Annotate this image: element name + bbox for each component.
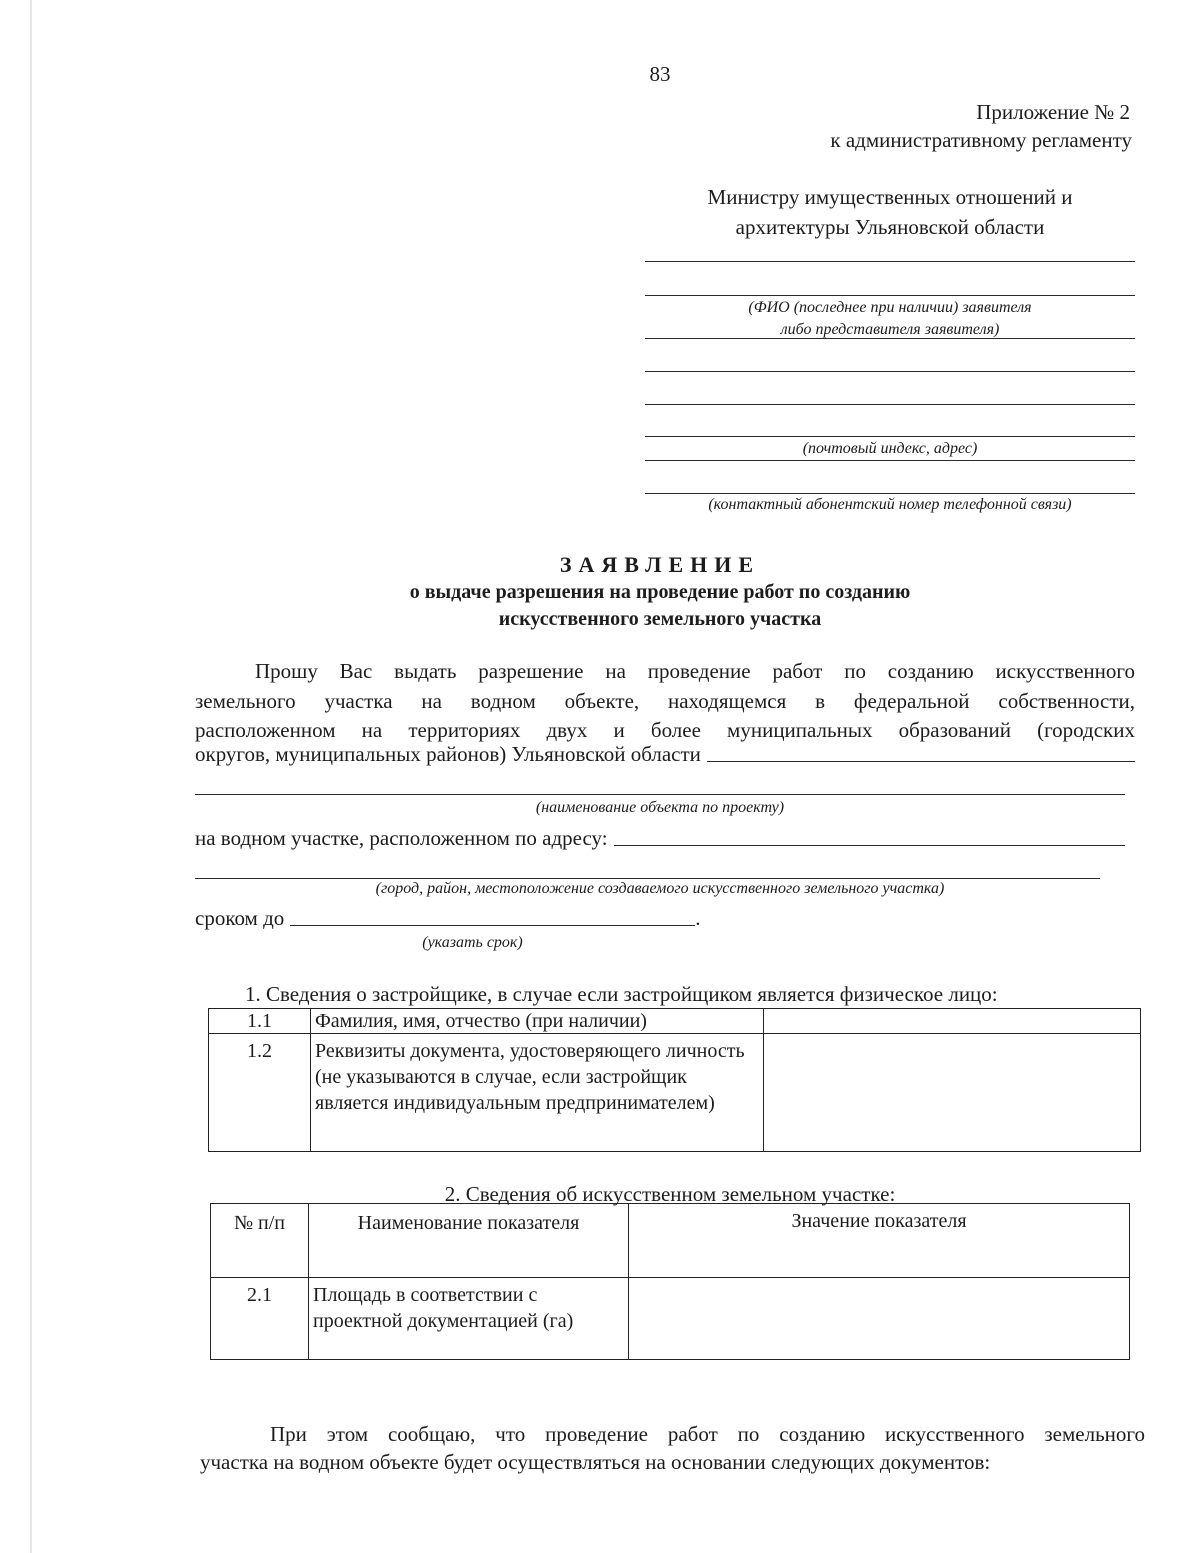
document-subtitle-line1: о выдаче разрешения на проведение работ по созданию [409,581,911,603]
object-hint: (наименование объекта по проекту) [535,799,785,816]
address-line-1[interactable] [645,338,1135,339]
request-line-1: Прошу Вас выдать разрешение на проведение работ по созданию искусственного [255,659,1135,683]
request-line-4-text: округов, муниципальных районов) Ульяновской области [195,742,701,766]
row-1-2-num: 1.2 [209,1034,311,1152]
row-2-1-value[interactable] [629,1278,1130,1360]
header-num: № п/п [211,1204,309,1278]
table-row [211,1278,1130,1360]
fio-line-2[interactable] [645,295,1135,296]
phone-line[interactable] [645,493,1135,494]
document-title: ЗАЯВЛЕНИЕ [559,552,761,577]
request-line-2: земельного участка на водном объекте, находящемся в федеральной собственности, [195,689,1135,713]
table-row [209,1034,1141,1152]
table-header-row [211,1204,1130,1278]
term-row [195,906,701,931]
object-name-field[interactable] [707,760,1135,762]
addressee-line1: Министру имущественных отношений и [707,185,1073,209]
address-line-2[interactable] [645,371,1135,372]
addressee-line2: архитектуры Ульяновской области [735,215,1045,239]
address-line-3[interactable] [645,404,1135,405]
term-label: сроком до [195,906,285,930]
addressee [640,182,1140,242]
appendix-subtitle: к административному регламенту [830,128,1132,152]
header-name: Наименование показателя [309,1204,629,1278]
table-row [209,1009,1141,1034]
address-row [195,826,1125,851]
object-name-line-2[interactable] [195,794,1125,795]
term-hint: (указать срок) [422,934,523,951]
fio-hint [645,297,1135,341]
address-line-5[interactable] [645,460,1135,461]
location-hint: (город, район, местоположение создаваемого искусственного земельного участка) [375,880,945,897]
header-value: Значение показателя [629,1204,1130,1278]
term-end: . [695,906,701,930]
address-label: на водном участке, расположенном по адресу: [195,826,608,850]
water-address-field[interactable] [614,844,1125,846]
section1-title: 1. Сведения о застройщике, в случае если застройщиком является физическое лицо: [245,982,998,1006]
request-line-3: расположенном на территориях двух и более муниципальных образований (городских [195,718,1135,742]
row-1-1-num: 1.1 [209,1009,311,1034]
scan-edge [30,0,32,1553]
address-hint: (почтовый индекс, адрес) [802,440,978,457]
row-1-1-label: Фамилия, имя, отчество (при наличии) [311,1009,764,1034]
request-line-4 [195,742,1135,767]
closing-line-1: При этом сообщаю, что проведение работ по созданию искусственного земельного [270,1422,1145,1446]
page-number: 83 [649,62,671,86]
water-address-line-2[interactable] [195,878,1100,879]
closing-line-2: участка на водном объекте будет осуществляться на основании следующих документов: [200,1450,991,1474]
row-1-1-value[interactable] [764,1009,1141,1034]
fio-line-1[interactable] [645,261,1135,262]
row-1-2-label: Реквизиты документа, удостоверяющего личность (не указываются в случае, если застройщик является индивидуальным предпринимателем) [311,1034,764,1152]
row-1-2-value[interactable] [764,1034,1141,1152]
section2-title: 2. Сведения об искусственном земельном участке: [444,1182,896,1206]
row-2-1-num: 2.1 [211,1278,309,1360]
phone-hint: (контактный абонентский номер телефонной связи) [708,496,1072,513]
section1-table [208,1008,1141,1152]
appendix-title: Приложение № 2 [976,100,1130,124]
row-2-1-label: Площадь в соответствии с проектной документацией (га) [309,1278,629,1360]
address-line-4[interactable] [645,436,1135,437]
fio-hint-line1: (ФИО (последнее при наличии) заявителя [748,299,1032,316]
section2-table [210,1203,1130,1360]
term-field[interactable] [290,924,695,926]
document-subtitle-line2: искусственного земельного участка [498,608,822,630]
fio-hint-line2: либо представителя заявителя) [780,321,1000,338]
